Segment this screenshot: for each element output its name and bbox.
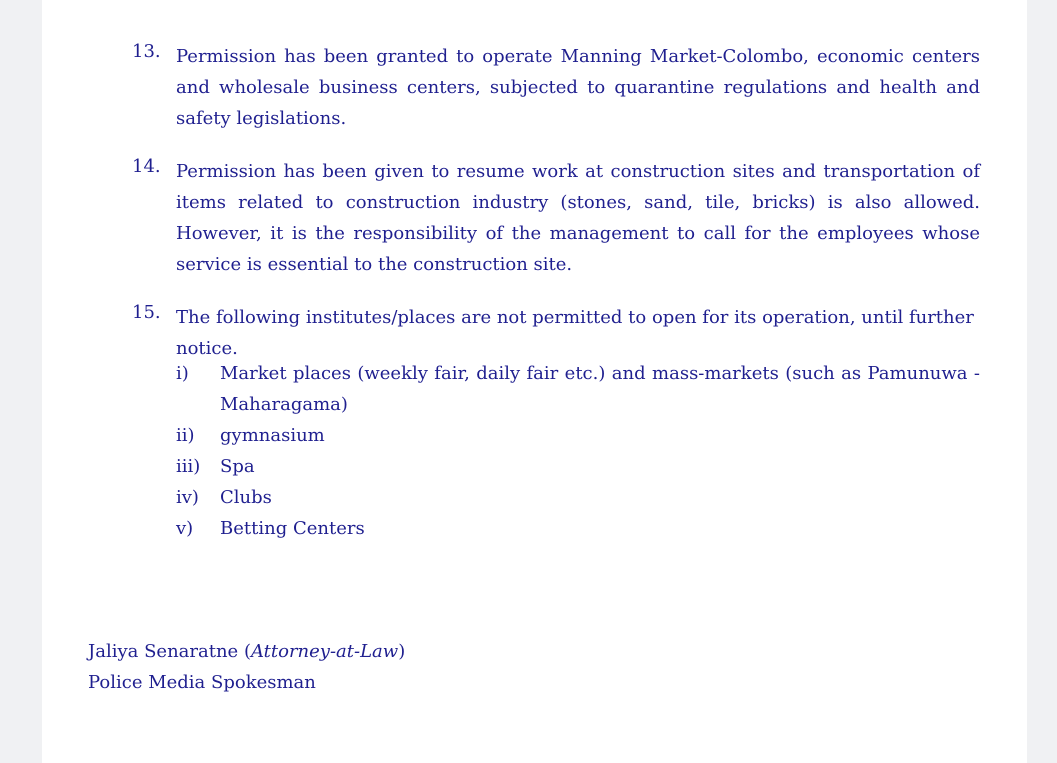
subitem-number: i): [176, 363, 189, 384]
item-number: 13.: [132, 41, 161, 62]
subitem-text: Spa: [220, 456, 255, 477]
subitem-text: gymnasium: [220, 425, 325, 446]
title-open-paren: (: [238, 641, 251, 662]
signatory-name: Jaliya Senaratne: [88, 641, 239, 662]
subitem-number: iv): [176, 487, 199, 508]
subitem-number: ii): [176, 425, 195, 446]
item-number: 14.: [132, 156, 161, 177]
subitem-text: Market places (weekly fair, daily fair etc.) and mass-markets (such as Pamunuwa - Maharagama): [220, 363, 980, 415]
subitem-text: Clubs: [220, 487, 272, 508]
title-close-paren: ): [398, 641, 406, 662]
signatory-title: Attorney-at-Law: [250, 641, 399, 662]
item-text: Permission has been given to resume work at construction sites and transportation of items related to construction industry (stones, sand, tile, bricks) is also allowed. However, it is the responsibility of the management to call for the employees whose service is essential to the construction site.: [176, 161, 980, 275]
subitem-number: v): [176, 518, 194, 539]
subitem-number: iii): [176, 456, 201, 477]
item-text: The following institutes/places are not permitted to open for its operation, until further notice.: [176, 307, 974, 359]
document-page: [42, 0, 1027, 763]
signatory-role: Police Media Spokesman: [88, 672, 316, 693]
subitem-text: Betting Centers: [220, 518, 365, 539]
item-text: Permission has been granted to operate Manning Market-Colombo, economic centers and wholesale business centers, subjected to quarantine regulations and health and safety legislations.: [176, 46, 980, 129]
signature-name-line: [88, 636, 405, 667]
item-number: 15.: [132, 302, 161, 323]
